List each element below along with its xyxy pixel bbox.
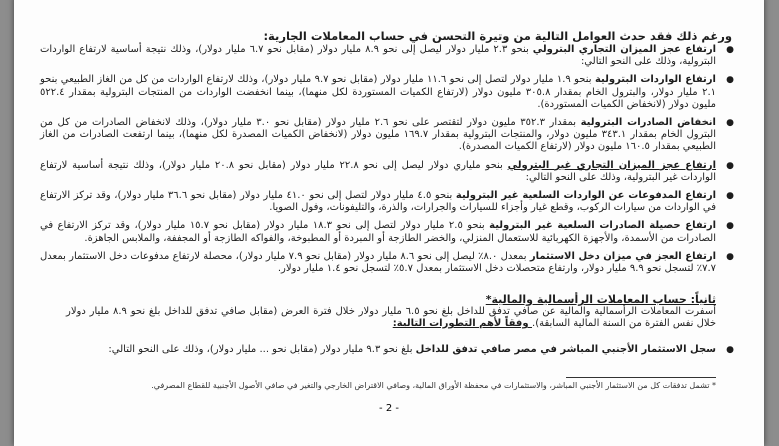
- bullet-lead: ارتفاع عجز الميزان التجاري البترولي: [532, 44, 717, 55]
- bullet-lead: ارتفاع عجز الميزان التجاري غير البترولي: [507, 159, 716, 171]
- bullet-text: بنحو ملياري دولار ليصل إلى نحو ٢٢.٨ مليار دولار (مقابل نحو ٢٠.٨ مليار دولار)، وذلك نتيجة أساسية لارتفاع الواردات غير البترولية، وذلك على النحو التالي:: [40, 159, 716, 183]
- bullet-lead: ارتفاع الواردات البترولية: [594, 74, 716, 86]
- section-paragraph: [66, 306, 716, 330]
- list-item: [40, 44, 738, 68]
- bullet-lead: ارتفاع العجز في ميزان دخل الاستثمار: [529, 250, 717, 262]
- page-number: - 2 -: [379, 403, 399, 414]
- section-paragraph-text: أسفرت المعاملات الرأسمالية والمالية عن صافي تدفق للداخل بلغ نحو ٦.٥ مليار دولار خلال فترة العرض (مقابل صافي تدفق للداخل بلغ نحو ٨.٩ مليار دولار خلال نفس الفترة من السنة المالية السابقة).: [66, 306, 717, 330]
- bullet-text: بلغ نحو ٩.٣ مليار دولار (مقابل نحو ... مليار دولار)، وذلك على النحو التالي:: [108, 344, 416, 355]
- footnote: * تشمل تدفقات كل من الاستثمار الأجنبي المباشر، والاستثمارات في محفظة الأوراق المالية، وصافي الاقتراض الخارجي والتغير في صافي الأصول الأجنبية للقطاع المصرفي.: [151, 381, 716, 390]
- bullet-list-section2: [40, 344, 738, 362]
- list-item: [40, 251, 738, 275]
- bullet-lead: ارتفاع المدفوعات عن الواردات السلعية غير البترولية: [455, 190, 716, 202]
- document-page: [14, 0, 764, 446]
- bullet-text: بنحو ٢.٥ مليار دولار لتصل إلى نحو ١٨.٣ مليار دولار (مقابل نحو ١٥.٧ مليار دولار)، وقد تركز الارتفاع في الصادرات من الأسمدة، والأجهزة الكهربائية للاستعمال المنزلي، والخضر الطازجة أو المبردة أو المطبوخة، والفواكه الطازجة أو المجففة، والملابس الجاهزة.: [40, 220, 716, 244]
- list-item: [40, 220, 738, 244]
- bullet-text: بنحو ٢.٣ مليار دولار ليصل إلى نحو ٨.٩ مليار دولار (مقابل نحو ٦.٧ مليار دولار)، وذلك نتيجة أساسية لارتفاع الواردات البترولية، وذلك على النحو التالي:: [40, 44, 716, 68]
- list-item: [40, 117, 738, 154]
- bullet-lead: انخفاض الصادرات البترولية: [580, 117, 716, 129]
- bullet-list: [40, 44, 738, 281]
- bullet-lead: ارتفاع حصيلة الصادرات السلعية غير البترولية: [489, 220, 717, 232]
- bullet-text: بمقدار ٣٥٢.٣ مليون دولار لتقتصر على نحو ٢.٦ مليار دولار (مقابل نحو ٣.٠ مليار دولار)، وذلك لانخفاض الصادرات من كل من البترول الخام بمقدار ٣٤٣.١ مليون دولار، والمنتجات البترولية بمقدار ١٦٩.٧ مليون دولار (لانخفاض الكميات المصدرة لكل منهما)، بينما ارتفعت الصادرات من الغاز الطبيعي بمقدار ١٦٠.٥ مليون دولار (لارتفاع الكميات المصدرة).: [40, 117, 716, 153]
- section-title: ثانياً: حساب المعاملات الرأسمالية والمالية*: [485, 293, 716, 306]
- bullet-lead: سجل الاستثمار الأجنبي المباشر في مصر صافي تدفق للداخل: [415, 344, 716, 355]
- list-item: [40, 190, 738, 214]
- footnote-divider: [566, 377, 716, 378]
- list-item: [40, 160, 738, 184]
- section-paragraph-tail: وفقاً لأهم التطورات التالية:: [392, 318, 533, 330]
- bullet-text: بنحو ٤.٥ مليار دولار لتصل إلى نحو ٤١.٠ مليار دولار (مقابل نحو ٣٦.٦ مليار دولار)، وقد تركز الارتفاع في الواردات من سيارات الركوب، وقطع غيار وأجزاء للسيارات والجرارات، والذرة، والتليفونات، وفول الصويا.: [40, 190, 716, 214]
- bullet-text: بنحو ١.٩ مليار دولار لتصل إلى نحو ١١.٦ مليار دولار (مقابل نحو ٩.٧ مليار دولار)، وذلك لارتفاع الواردات من كل من الغاز الطبيعي بنحو ٢.١ مليار دولار، والبترول الخام بمقدار ٣٠٥.٨ مليون دولار (لارتفاع الكميات المستوردة لكل منهما)، بينما انخفضت الواردات من المنتجات البترولية بمقدار ٥٢٢.٤ مليون دولار (لانخفاض الكميات المستوردة).: [40, 74, 716, 110]
- intro-heading: ورغم ذلك فقد حدث العوامل التالية من وتيرة التحسن في حساب المعاملات الجارية:: [263, 29, 732, 43]
- list-item: [40, 344, 738, 356]
- list-item: [40, 74, 738, 111]
- bullet-text: بمعدل ٨.٠٪ ليصل إلى نحو ٨.٦ مليار دولار (مقابل نحو ٧.٩ مليار دولار)، محصلة لارتفاع مدفوعات دخل الاستثمار بمعدل ٧.٧٪ لتسجل نحو ٩.٩ مليار دولار، وارتفاع متحصلات دخل الاستثمار بمعدل ٥.٧٪ لتسجل نحو ١.٤ مليار دولار.: [40, 250, 716, 275]
